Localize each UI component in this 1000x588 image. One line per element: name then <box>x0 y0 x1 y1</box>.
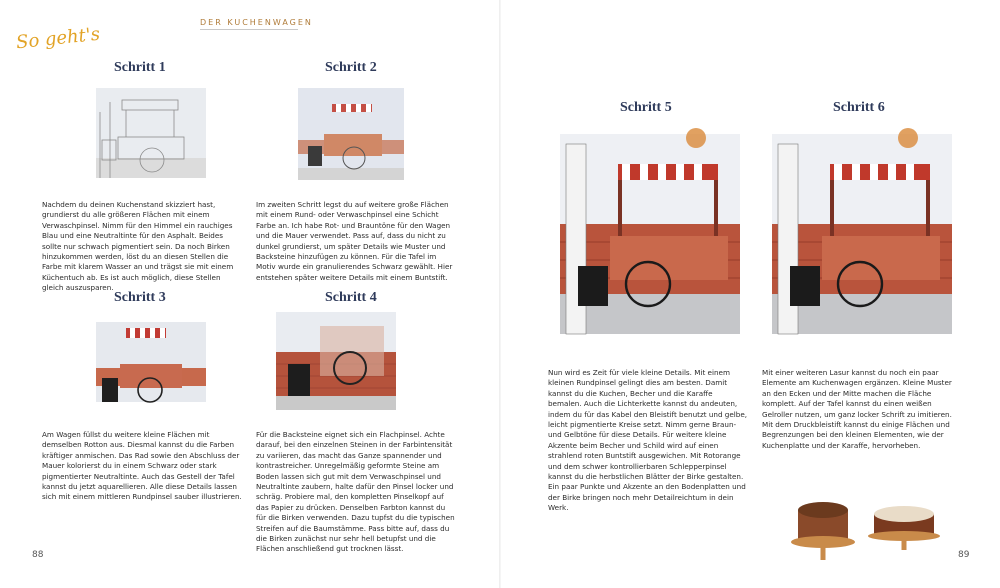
section-label: DER KUCHENWAGEN <box>200 18 313 27</box>
page-number-right: 89 <box>958 550 970 560</box>
step-5-text: Nun wird es Zeit für viele kleine Details. Mit einem kleinen Rundpinsel gelingt dies am besten. Damit kannst du die Kuchen, Becher und die Karaffe bemalen. Auch die Lichterkette kannst du andeuten, indem du für das Kabel den Bleistift benutzt und gelbe, leicht pigmentierte Kreise setzt. Nimm gerne Braun- und Gelbtöne für diese Details. Für weitere kleine Akzente beim Becher und Schild wird auf einen strahlend roten Buntstift ausgewichen. Mit Rotorange und dem schwer kontrollierbaren Schlepperpinsel kannst du die herbstlichen Blätter der Birke gestalten. Ein paar Punkte und Akzente an den Bodenplatten und der Birke bringen noch mehr Detailreichtum in dein Werk. <box>548 368 748 513</box>
book-spine <box>499 0 501 588</box>
script-title: So geht's <box>15 23 101 54</box>
step-4-illustration <box>276 312 400 417</box>
step-4-text: Für die Backsteine eignet sich ein Flachpinsel. Achte darauf, bei den einzelnen Steinen in der Farbintensität zu variieren, das macht das Ganze spannender und kontrastreicher. Unregelmäßig geformte Steine am Boden lassen sich gut mit dem Verwaschpinsel und Neutraltinte zaubern, halte dafür den Pinsel locker und schräg. Probiere mal, den kompletten Pinselkopf auf das Papier zu drücken. Denselben Farbton kannst du für die Birken verwenden. Dazu tupfst du die typischen Streifen auf die Baumstämme. Pass bitte auf, dass du die Birken zunächst nur sehr hell betupfst und die Flächen anschließend gut trocknen lässt. <box>256 430 455 554</box>
step-1-title: Schritt 1 <box>114 60 166 75</box>
step-3-text: Am Wagen füllst du weitere kleine Flächen mit demselben Rotton aus. Diesmal kannst du die Farben kräftiger anmischen. Das Rad sowie den Abschluss der Mauer kolorierst du in einem Schwarz oder stark pigmentierter Neutraltinte. Auch das Gestell der Tafel kannst du jetzt aquarellieren. Alle diese Details lassen sich mit einem mittleren Rundpinsel sauber illustrieren. <box>42 430 242 502</box>
step-6-text: Mit einer weiteren Lasur kannst du noch ein paar Elemente am Kuchenwagen ergänzen. Kleine Muster an den Ecken und der Mitte machen die Fläche komplett. Auf der Tafel kannst du einen weißen Gelroller nutzen, um ganz locker Schrift zu imitieren. Mit dem Druckbleistift kannst du einige Flächen und Begrenzungen bei den kleinen Elementen, wie der Kuchenplatte und der Karaffe, hervorheben. <box>762 368 952 450</box>
step-2-text: Im zweiten Schritt legst du auf weitere große Flächen mit einem Rund- oder Verwaschpinsel eine Schicht Farbe an. Ich habe Rot- und Brauntöne für den Wagen und die Mauer verwendet. Pass auf, dass du nicht zu dunkel grundierst, um später Details wie Muster und Backsteine hinzufügen zu können. Für die Tafel im Motiv wurde ein granulierendes Schwarz gewählt. Hier entstehen später weitere Details mit einem Buntstift. <box>256 200 453 282</box>
step-3-illustration <box>96 312 211 417</box>
cake-illustration <box>784 484 954 564</box>
step-6-illustration <box>768 124 963 354</box>
step-6-title: Schritt 6 <box>833 100 885 115</box>
step-5-title: Schritt 5 <box>620 100 672 115</box>
step-5-illustration <box>556 124 751 354</box>
step-3-title: Schritt 3 <box>114 290 166 305</box>
step-2-illustration <box>298 82 408 187</box>
section-divider <box>200 29 298 30</box>
step-4-title: Schritt 4 <box>325 290 377 305</box>
page-number-left: 88 <box>32 550 44 560</box>
step-1-text: Nachdem du deinen Kuchenstand skizziert hast, grundierst du alle größeren Flächen mit einem Verwaschpinsel. Nimm für den Himmel ein rauchiges Blau und eine Neutraltinte für den Asphalt. Beides sollte nur schwach pigmentiert sein. Da noch Birken hinzukommen werden, löst du an diesen Stellen die Farbe mit klarem Wasser an und trägst sie mit einem Küchentuch ab. Es ist auch möglich, diese Stellen gleich auszusparen. <box>42 200 234 293</box>
step-1-illustration <box>96 82 211 187</box>
step-2-title: Schritt 2 <box>325 60 377 75</box>
